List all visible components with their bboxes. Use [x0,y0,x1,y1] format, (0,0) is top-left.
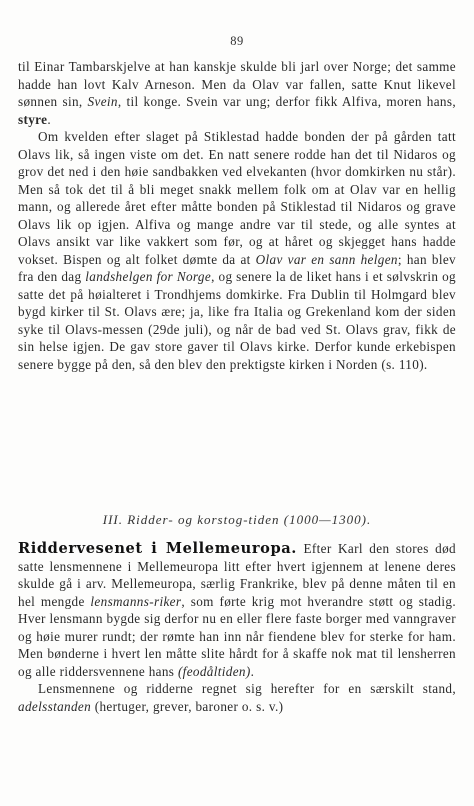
emphasis-text: adelsstanden [18,698,92,714]
paragraph [18,58,456,128]
page-number: 89 [230,34,244,48]
text-run: . [47,111,51,127]
text-run: Lensmennene og ridderne regnet sig herefter for en særskilt stand, [38,681,456,696]
paragraph [18,540,456,680]
emphasis-text: Olav var en sann helgen [255,251,398,267]
text-run: til Einar Tambarskjelve at han kanskje skulde bli jarl over Norge; det samme hadde han lovt Kalv Arneson. Men da Olav var fallen, satte Knut likevel sønnen sin, [18,59,456,109]
text-run: Efter Karl den stores død satte lensmennene i Mellemeuropa litt efter hvert igjennem at lenene deres skulde gå i arv. Mellemeuropa, særlig Frankrike, blev på denne måten til en hel mengde [18,541,457,609]
text-run: . [250,663,255,679]
emphasis-text: Svein [87,94,118,109]
body-text-lower [18,540,456,715]
text-run: Om kvelden efter slaget på Stiklestad hadde bonden der på gården tatt Olavs lik, så ingen viste om det. En natt senere rodde han det til Nidaros og grov det ned i den høie sandbakken ved elvekanten (hvor domkirken nu står). Men så tok det til å bli meget snakk mellem folk om at Olav var en hellig mann, og allerede året efter måtte bonden på Stiklestad til Nidaros og grave Olavs lik op igjen. Alfiva og mange andre var til stede, og alle syntes at Olavs ansikt var like vakkert som før, og at håret og skjegget hans hadde vokset. Bispen og alt folket dømte da at [18,129,456,267]
paragraph [18,128,456,373]
paragraph [18,680,456,715]
bold-text: styre [18,111,48,127]
text-run: ; han blev fra den dag [18,251,456,284]
run-in-heading: Riddervesenet i Mellemeuropa. [18,540,297,557]
body-text-upper [18,58,456,373]
text-run: (hertuger, grever, baroner o. s. v.) [91,698,284,714]
text-run: , og senere la de liket hans i et sølvskrin og satte det på høialteret i Trondhjems domkirke. Fra Dublin til Holmgard blev bygd kirker til St. Olavs ære; ja, like fra Italia og Grekenland kom der siden syke til Olavs-messen (29de juli), og når de bad ved St. Olavs grav, fikk de sin helse igjen. De gav store gaver til Olavs kirke. Derfor kunde erkebispen senere bygge på den, så den blev den prektigste kirken i Norden (s. 110). [18,269,456,372]
text-run: , til konge. Svein var ung; derfor fikk Alfiva, moren hans, [117,94,456,109]
section-title: III. Ridder- og korstog-tiden (1000—1300). [102,512,372,527]
emphasis-text: lensmanns-riker [90,593,182,609]
text-run: , som førte krig mot hverandre støtt og stadig. Hver lensmann bygde sig derfor nu en eller flere faste borger med vanngraver og høie murer rundt; der rømte han inn når fiendene blev for sterke for ham. Men bønderne i hvert len måtte slite hårdt for å skaffe nok mat til lensherren og alle riddersvennene hans [18,593,456,679]
emphasis-text: (feodåltiden) [177,663,251,679]
emphasis-text: landshelgen for Norge [85,269,212,284]
